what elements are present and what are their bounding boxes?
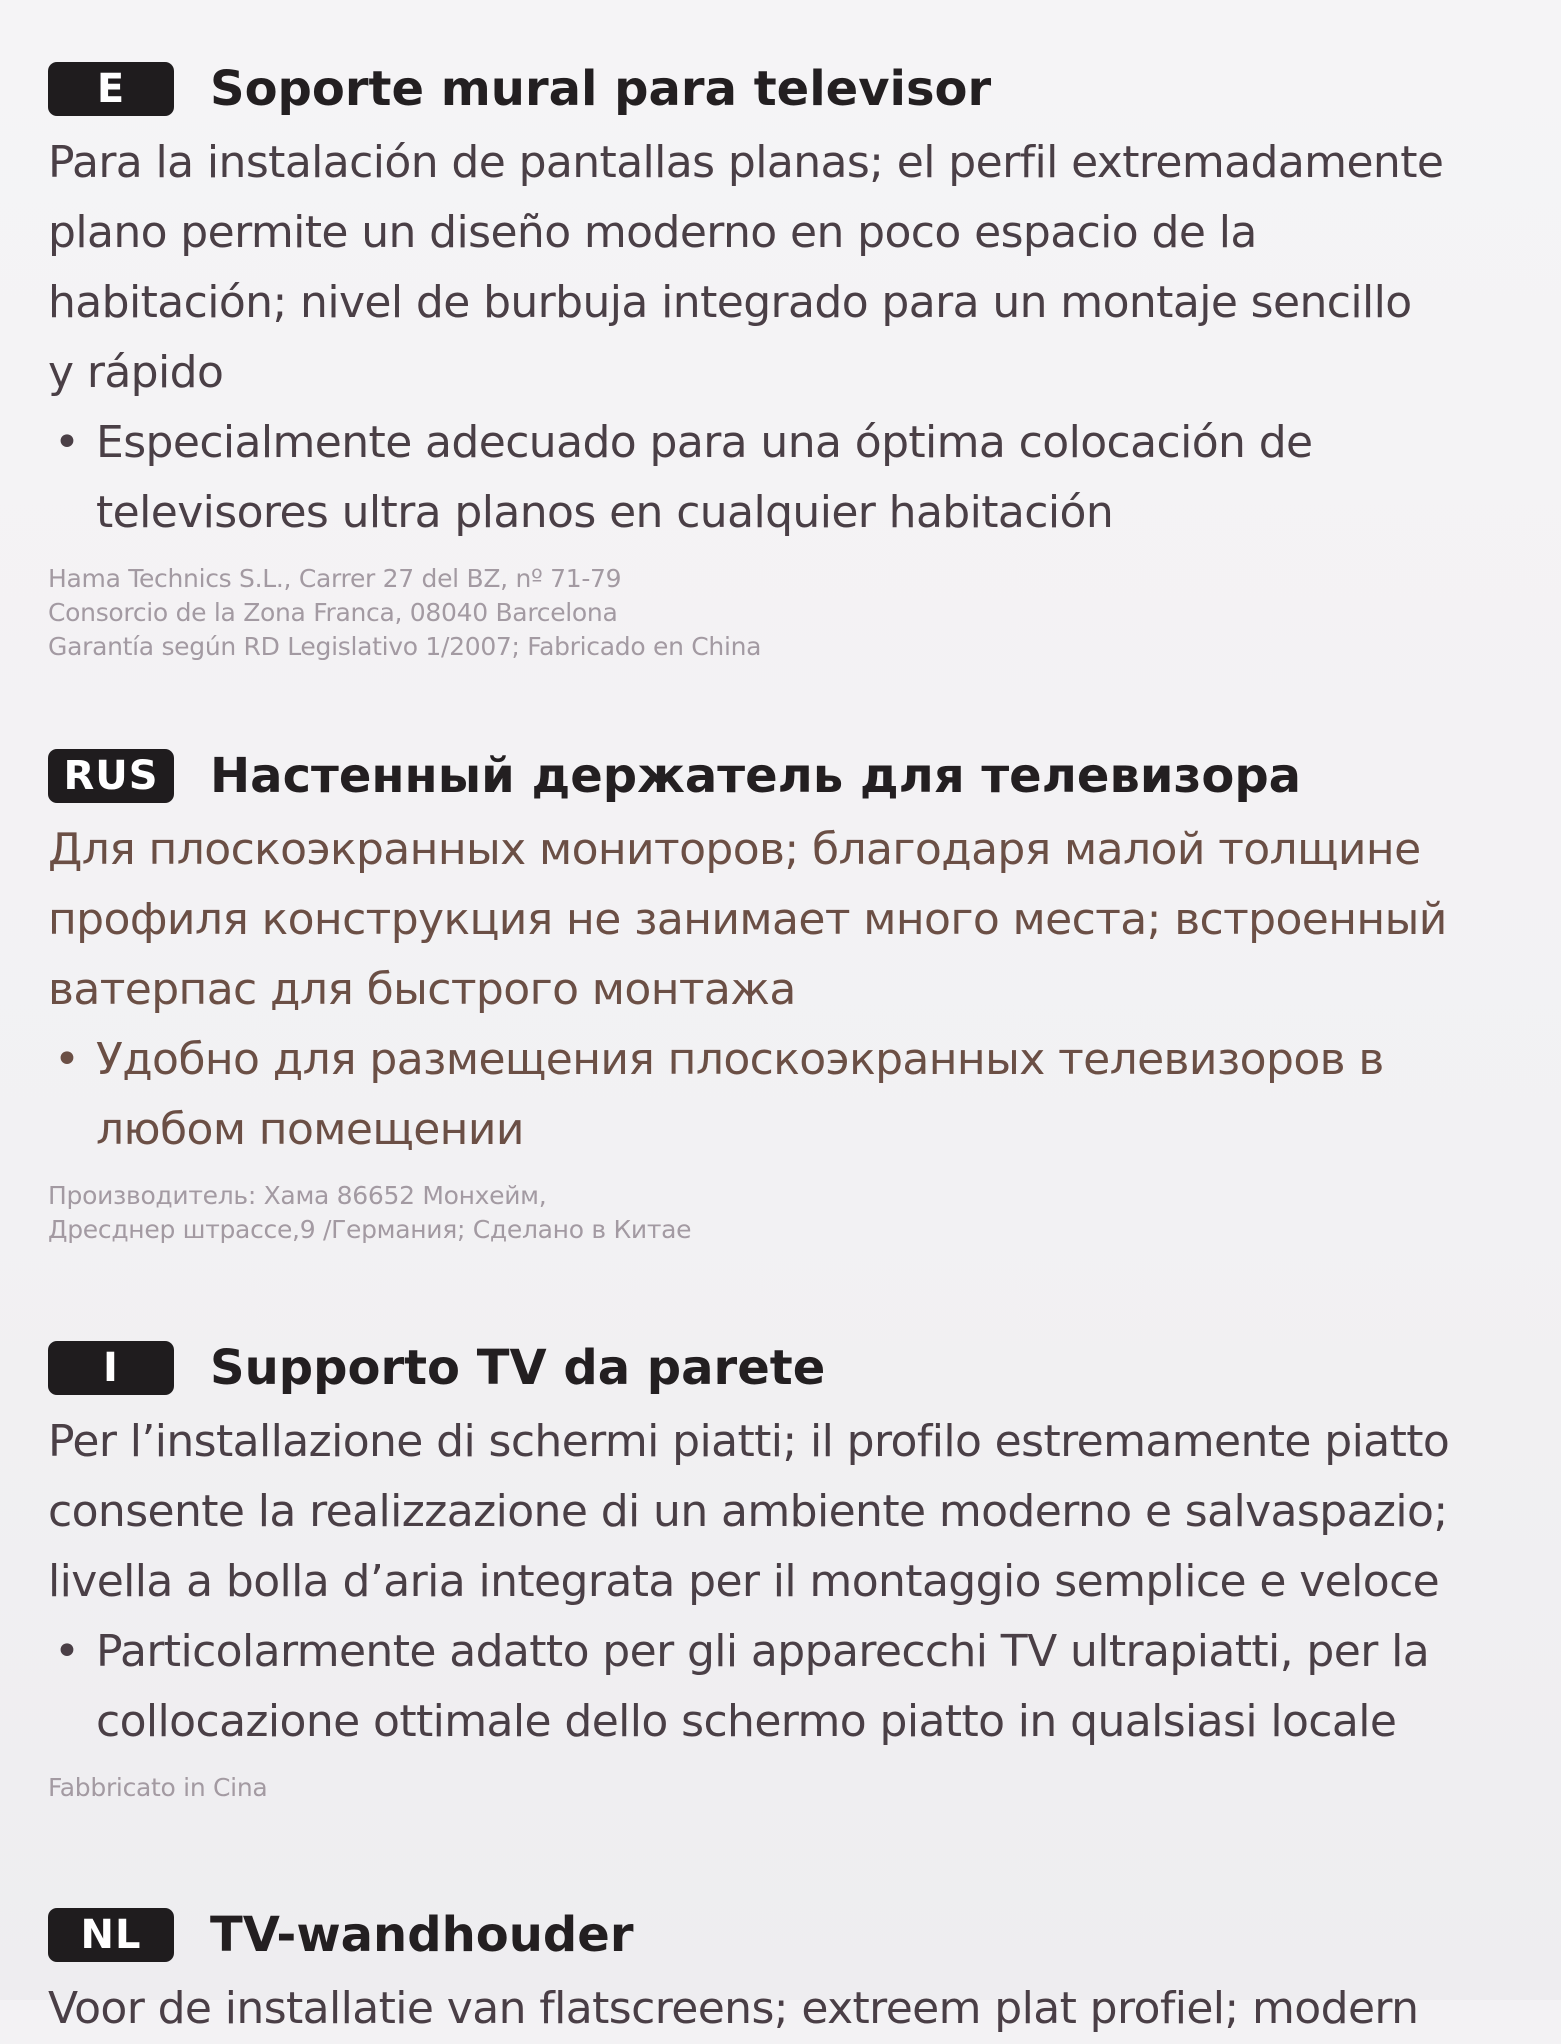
- body-line: ватерпас для быстрого монтажа: [48, 964, 796, 1015]
- bullet-icon: •: [54, 1626, 80, 1677]
- section-dutch: [48, 1902, 1508, 2044]
- body-line: Para la instalación de pantallas planas; el perfil extremadamente: [48, 137, 1444, 188]
- bullet-line: любом помещении: [96, 1104, 524, 1155]
- body-line: livella a bolla d’aria integrata per il montaggio semplice e veloce: [48, 1556, 1440, 1607]
- section-russian: [48, 743, 1508, 1247]
- section-spanish: [48, 56, 1508, 664]
- section-header: [48, 743, 1508, 809]
- bullet-item: [48, 408, 1508, 548]
- bullet-line: televisores ultra planos en cualquier habitación: [96, 487, 1114, 538]
- section-header: [48, 1335, 1508, 1401]
- fine-print: [48, 562, 1508, 664]
- body-line: Per l’installazione di schermi piatti; il profilo estremamente piatto: [48, 1416, 1450, 1467]
- section-title: Настенный держатель для телевизора: [210, 748, 1302, 804]
- body-line: habitación; nivel de burbuja integrado para un montaje sencillo: [48, 277, 1412, 328]
- section-title: TV-wandhouder: [210, 1907, 634, 1963]
- bullet-line: Удобно для размещения плоскоэкранных телевизоров в: [96, 1034, 1384, 1085]
- bullet-icon: •: [54, 1034, 80, 1085]
- bullet-line: collocazione ottimale dello schermo piatto in qualsiasi locale: [96, 1696, 1397, 1747]
- section-italian: [48, 1335, 1508, 1805]
- language-badge: I: [48, 1341, 174, 1395]
- body-line: plano permite un diseño moderno en poco espacio de la: [48, 207, 1257, 258]
- fine-line: Hama Technics S.L., Carrer 27 del BZ, nº 71-79: [48, 564, 622, 593]
- body-line: consente la realizzazione di un ambiente moderno e salvaspazio;: [48, 1486, 1448, 1537]
- body-line: y rápido: [48, 347, 224, 398]
- body-line: профиля конструкция не занимает много места; встроенный: [48, 894, 1447, 945]
- section-header: [48, 1902, 1508, 1968]
- section-title: Supporto TV da parete: [210, 1340, 826, 1396]
- section-header: [48, 56, 1508, 122]
- fine-line: Garantía según RD Legislativo 1/2007; Fabricado en China: [48, 632, 762, 661]
- language-badge: E: [48, 62, 174, 116]
- bullet-line: Particolarmente adatto per gli apparecchi TV ultrapiatti, per la: [96, 1626, 1430, 1677]
- language-badge: RUS: [48, 749, 174, 803]
- bullet-item: [48, 1025, 1508, 1165]
- fine-line: Consorcio de la Zona Franca, 08040 Barcelona: [48, 598, 618, 627]
- fine-line: Производитель: Хама 86652 Монхейм,: [48, 1181, 547, 1210]
- section-body: [48, 128, 1508, 548]
- bullet-item: [48, 1617, 1508, 1757]
- fine-print: [48, 1179, 1508, 1247]
- section-body: [48, 815, 1508, 1165]
- bullet-icon: •: [54, 417, 80, 468]
- body-line: Для плоскоэкранных мониторов; благодаря малой толщине: [48, 824, 1421, 875]
- fine-line: Дресднер штрассе,9 /Германия; Сделано в Китае: [48, 1215, 692, 1244]
- fine-line: Fabbricato in Cina: [48, 1773, 268, 1802]
- body-line: Voor de installatie van flatscreens; extreem plat profiel; modern: [48, 1983, 1419, 2034]
- section-body: [48, 1407, 1508, 1757]
- fine-print: [48, 1771, 1508, 1805]
- section-title: Soporte mural para televisor: [210, 61, 992, 117]
- section-body: [48, 1974, 1508, 2044]
- language-badge: NL: [48, 1908, 174, 1962]
- bullet-line: Especialmente adecuado para una óptima colocación de: [96, 417, 1313, 468]
